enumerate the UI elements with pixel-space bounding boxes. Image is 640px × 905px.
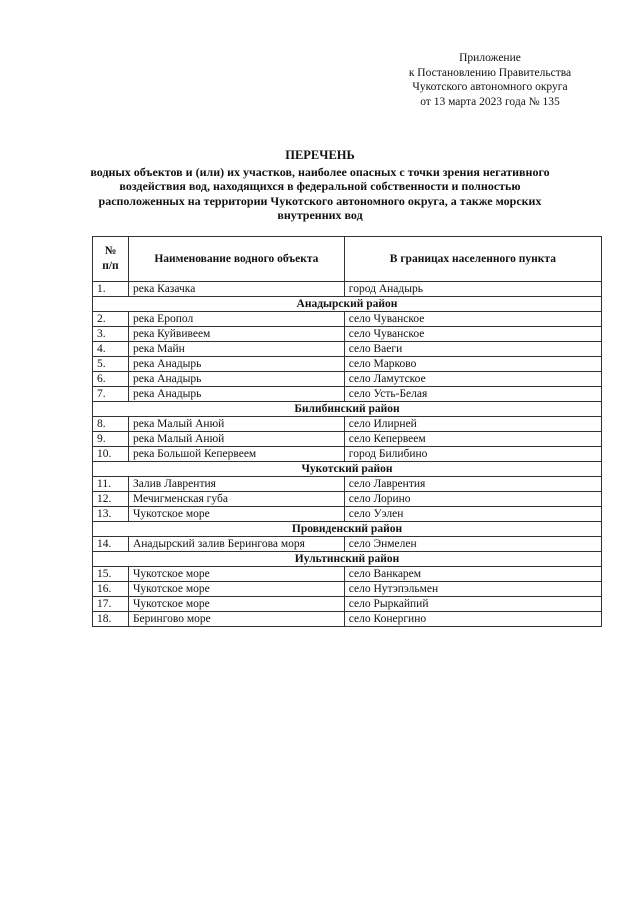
table-row bbox=[93, 612, 602, 627]
table-row bbox=[93, 417, 602, 432]
locality-name: село Чуванское bbox=[344, 327, 601, 342]
region-name: Анадырский район bbox=[93, 297, 602, 312]
locality-name: село Ламутское bbox=[344, 372, 601, 387]
row-number: 11. bbox=[93, 477, 129, 492]
locality-name: село Ванкарем bbox=[344, 567, 601, 582]
title-heading: ПЕРЕЧЕНЬ bbox=[285, 148, 355, 162]
locality-name: город Билибино bbox=[344, 447, 601, 462]
water-object-name: река Анадырь bbox=[128, 357, 344, 372]
locality-name: село Нутэпэльмен bbox=[344, 582, 601, 597]
water-object-name: Мечигменская губа bbox=[128, 492, 344, 507]
table-row bbox=[93, 597, 602, 612]
water-object-name: река Куйвивеем bbox=[128, 327, 344, 342]
region-row bbox=[93, 552, 602, 567]
table-row bbox=[93, 312, 602, 327]
header-number-abbr: п/п bbox=[102, 260, 119, 272]
water-object-name: река Анадырь bbox=[128, 372, 344, 387]
title-line: водных объектов и (или) их участков, наиболее опасных с точки зрения негативного bbox=[90, 164, 550, 179]
row-number: 14. bbox=[93, 537, 129, 552]
table-header-row bbox=[93, 237, 602, 282]
region-name: Иультинский район bbox=[93, 552, 602, 567]
header-water-object: Наименование водного объекта bbox=[128, 237, 344, 282]
locality-name: село Илирней bbox=[344, 417, 601, 432]
water-object-name: река Еропол bbox=[128, 312, 344, 327]
row-number: 4. bbox=[93, 342, 129, 357]
locality-name: село Энмелен bbox=[344, 537, 601, 552]
header-number-sign: № bbox=[104, 245, 117, 257]
row-number: 12. bbox=[93, 492, 129, 507]
locality-name: село Чуванское bbox=[344, 312, 601, 327]
table-row bbox=[93, 477, 602, 492]
row-number: 5. bbox=[93, 357, 129, 372]
table-row bbox=[93, 342, 602, 357]
locality-name: село Конергино bbox=[344, 612, 601, 627]
locality-name: город Анадырь bbox=[344, 282, 601, 297]
locality-name: село Лаврентия bbox=[344, 477, 601, 492]
row-number: 15. bbox=[93, 567, 129, 582]
row-number: 9. bbox=[93, 432, 129, 447]
table-row bbox=[93, 567, 602, 582]
row-number: 1. bbox=[93, 282, 129, 297]
table-row bbox=[93, 537, 602, 552]
table-row bbox=[93, 372, 602, 387]
row-number: 10. bbox=[93, 447, 129, 462]
table-row bbox=[93, 507, 602, 522]
appendix-label: Приложение bbox=[459, 52, 521, 64]
row-number: 13. bbox=[93, 507, 129, 522]
locality-name: село Марково bbox=[344, 357, 601, 372]
row-number: 8. bbox=[93, 417, 129, 432]
locality-name: село Кепервеем bbox=[344, 432, 601, 447]
table-row bbox=[93, 327, 602, 342]
water-object-name: Залив Лаврентия bbox=[128, 477, 344, 492]
table-row bbox=[93, 282, 602, 297]
title-line: внутренних вод bbox=[277, 208, 363, 222]
region-row bbox=[93, 462, 602, 477]
row-number: 2. bbox=[93, 312, 129, 327]
title-line: расположенных на территории Чукотского автономного округа, а также морских bbox=[98, 193, 542, 208]
water-object-name: река Большой Кепервеем bbox=[128, 447, 344, 462]
water-object-name: река Казачка bbox=[128, 282, 344, 297]
row-number: 6. bbox=[93, 372, 129, 387]
appendix-block bbox=[380, 51, 600, 109]
row-number: 3. bbox=[93, 327, 129, 342]
table-row bbox=[93, 582, 602, 597]
document-title bbox=[70, 148, 570, 223]
water-object-name: река Малый Анюй bbox=[128, 432, 344, 447]
header-locality: В границах населенного пункта bbox=[344, 237, 601, 282]
header-number bbox=[93, 237, 129, 282]
locality-name: село Усть-Белая bbox=[344, 387, 601, 402]
locality-name: село Уэлен bbox=[344, 507, 601, 522]
appendix-date-number: от 13 марта 2023 года № 135 bbox=[420, 95, 560, 108]
water-object-name: Анадырский залив Берингова моря bbox=[128, 537, 344, 552]
locality-name: село Лорино bbox=[344, 492, 601, 507]
locality-name: село Рыркайпий bbox=[344, 597, 601, 612]
region-row bbox=[93, 297, 602, 312]
water-objects-table bbox=[92, 236, 602, 627]
region-name: Провиденский район bbox=[93, 522, 602, 537]
locality-name: село Ваеги bbox=[344, 342, 601, 357]
table-row bbox=[93, 387, 602, 402]
water-object-name: Чукотское море bbox=[128, 582, 344, 597]
row-number: 7. bbox=[93, 387, 129, 402]
table-row bbox=[93, 447, 602, 462]
row-number: 16. bbox=[93, 582, 129, 597]
water-object-name: Берингово море bbox=[128, 612, 344, 627]
water-object-name: Чукотское море bbox=[128, 507, 344, 522]
appendix-resolution: к Постановлению Правительства bbox=[408, 66, 572, 79]
table-row bbox=[93, 432, 602, 447]
water-object-name: река Майн bbox=[128, 342, 344, 357]
water-object-name: Чукотское море bbox=[128, 597, 344, 612]
appendix-government: Чукотского автономного округа bbox=[412, 81, 568, 93]
row-number: 18. bbox=[93, 612, 129, 627]
water-object-name: река Анадырь bbox=[128, 387, 344, 402]
region-name: Билибинский район bbox=[93, 402, 602, 417]
row-number: 17. bbox=[93, 597, 129, 612]
region-row bbox=[93, 522, 602, 537]
water-object-name: Чукотское море bbox=[128, 567, 344, 582]
table-body bbox=[93, 282, 602, 627]
region-row bbox=[93, 402, 602, 417]
title-line: воздействия вод, находящихся в федеральной собственности и полностью bbox=[119, 179, 521, 193]
region-name: Чукотский район bbox=[93, 462, 602, 477]
water-object-name: река Малый Анюй bbox=[128, 417, 344, 432]
table-row bbox=[93, 357, 602, 372]
table-row bbox=[93, 492, 602, 507]
